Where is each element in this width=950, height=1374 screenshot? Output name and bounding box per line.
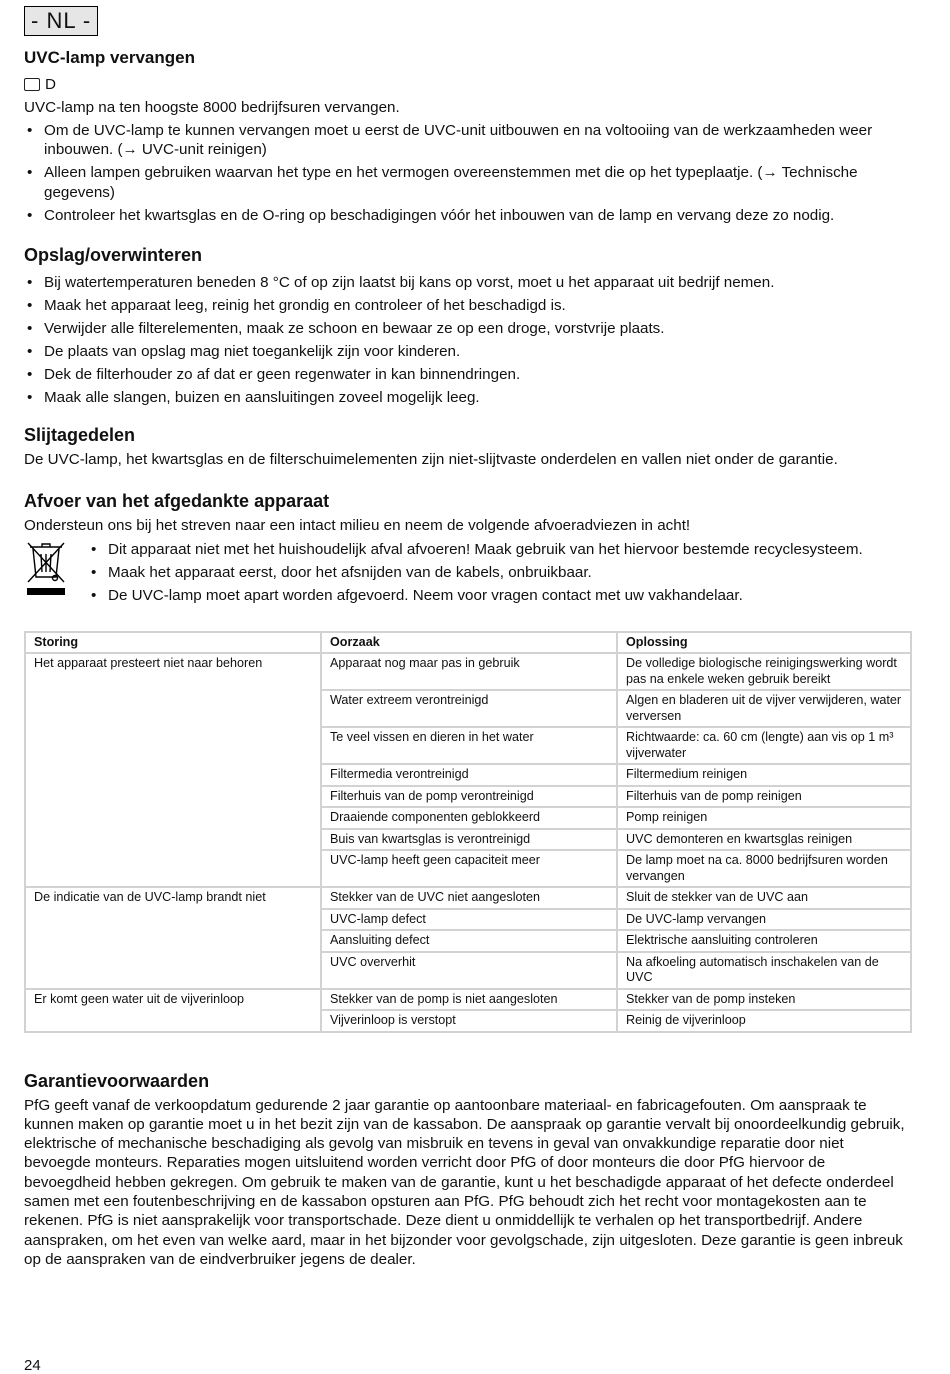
- list-item: • Dek de filterhouder zo af dat er geen regenwater in kan binnendringen.: [24, 365, 912, 385]
- list-item: • De plaats van opslag mag niet toegankelijk zijn voor kinderen.: [24, 342, 912, 362]
- table-row: [25, 887, 911, 909]
- checkbox-symbol-icon: [24, 78, 40, 91]
- list-item: • De UVC-lamp moet apart worden afgevoerd. Neem voor vragen contact met uw vakhandelaar.: [88, 586, 912, 606]
- cause-cell: Apparaat nog maar pas in gebruik: [321, 653, 617, 690]
- wear-parts-text: De UVC-lamp, het kwartsglas en de filterschuimelementen zijn niet-slijtvaste onderdelen en vallen niet onder de garantie.: [24, 450, 838, 468]
- page-number: 24: [24, 1357, 41, 1374]
- guarantee-title: Garantievoorwaarden: [24, 1070, 210, 1091]
- disposal-list: [88, 540, 912, 609]
- cause-cell: Stekker van de pomp is niet aangesloten: [321, 989, 617, 1011]
- remedy-cell: Reinig de vijverinloop: [617, 1010, 911, 1032]
- remedy-cell: De lamp moet na ca. 8000 bedrijfsuren worden vervangen: [617, 850, 911, 887]
- list-item: • Maak het apparaat eerst, door het afsnijden van de kabels, onbruikbaar.: [88, 563, 912, 583]
- table-row: [25, 653, 911, 690]
- column-header-fault: Storing: [25, 632, 321, 654]
- column-header-remedy: Oplossing: [617, 632, 911, 654]
- remedy-cell: De volledige biologische reinigingswerking wordt pas na enkele weken gebruik bereikt: [617, 653, 911, 690]
- uvc-replace-intro: UVC-lamp na ten hoogste 8000 bedrijfsuren vervangen.: [24, 99, 400, 116]
- list-item: • Verwijder alle filterelementen, maak ze schoon en bewaar ze op een droge, vorstvrije plaats.: [24, 319, 912, 339]
- storage-section: [24, 245, 912, 408]
- remedy-cell: Stekker van de pomp insteken: [617, 989, 911, 1011]
- cause-cell: Water extreem verontreinigd: [321, 690, 617, 727]
- cause-cell: Stekker van de UVC niet aangesloten: [321, 887, 617, 909]
- cause-cell: Buis van kwartsglas is verontreinigd: [321, 829, 617, 851]
- list-item: • Alleen lampen gebruiken waarvan het type en het vermogen overeenstemmen met die op het typeplaatje. (→ Technische gegevens): [24, 163, 912, 202]
- list-item: • Om de UVC-lamp te kunnen vervangen moet u eerst de UVC-unit uitbouwen en na voltooiing van de werkzaamheden weer inbouwen. (→ UVC-unit reinigen): [24, 121, 912, 160]
- list-item: • Maak alle slangen, buizen en aansluitingen zoveel mogelijk leeg.: [24, 388, 912, 408]
- cause-cell: Vijverinloop is verstopt: [321, 1010, 617, 1032]
- remedy-cell: De UVC-lamp vervangen: [617, 909, 911, 931]
- fault-cell: De indicatie van de UVC-lamp brandt niet: [25, 887, 321, 989]
- maintenance-code-row: [24, 74, 912, 94]
- list-item: • Bij watertemperaturen beneden 8 °C of op zijn laatst bij kans op vorst, moet u het apparaat uit bedrijf nemen.: [24, 273, 912, 293]
- cause-cell: Draaiende componenten geblokkeerd: [321, 807, 617, 829]
- disposal-intro: Ondersteun ons bij het streven naar een intact milieu en neem de volgende afvoeradviezen in acht!: [24, 517, 691, 534]
- remedy-cell: Richtwaarde: ca. 60 cm (lengte) aan vis op 1 m³ vijverwater: [617, 727, 911, 764]
- uvc-replace-title: UVC-lamp vervangen: [24, 48, 195, 67]
- disposal-title: Afvoer van het afgedankte apparaat: [24, 491, 330, 511]
- guarantee-section: [24, 1071, 912, 1270]
- uvc-replace-list: [24, 121, 912, 226]
- cause-cell: Aansluiting defect: [321, 930, 617, 952]
- cause-cell: UVC oververhit: [321, 952, 617, 989]
- cause-cell: UVC-lamp defect: [321, 909, 617, 931]
- remedy-cell: Algen en bladeren uit de vijver verwijderen, water verversen: [617, 690, 911, 727]
- troubleshooting-table: [24, 631, 912, 1033]
- uvc-replace-section: [24, 48, 912, 225]
- remedy-cell: Na afkoeling automatisch inschakelen van de UVC: [617, 952, 911, 989]
- disposal-section: [24, 491, 912, 609]
- storage-list: [24, 273, 912, 408]
- remedy-cell: UVC demonteren en kwartsglas reinigen: [617, 829, 911, 851]
- language-tag: - NL -: [24, 6, 98, 36]
- guarantee-text: PfG geeft vanaf de verkoopdatum gedurende 2 jaar garantie op aantoonbare materiaal- en fabricagefouten. Om aanspraak te kunnen maken op garantie moet u in het bezit zijn van de kassabon. De aanspraak op garantie vervalt bij onoordeelkundig gebruik, elektrische of mechanische beschadiging als gevolg van misbruik en tevens in geval van onvakkundige reparatie door niet bevoegde monteurs. Reparaties mogen uitsluitend worden verricht door PfG of door monteurs die door PfG hiervoor de bevoegdheid hebben gekregen. Om gebruik te maken van de garantie, kunt u het beschadigde apparaat of het defecte onderdeel samen met een foutenbeschrijving en de kassabon opsturen aan PfG. PfG behoudt zich het recht voor montagekosten aan te rekenen. PfG is niet aansprakelijk voor transportschade. Deze dient u onmiddellijk te verhalen op het transportbedrijf. Andere aanspraken, om het even van welke aard, maar in het bijzonder voor gevolgschade, zijn uitgesloten. Deze garantie is geen inbreuk op de aanspraken van de eindverbruiker jegens de dealer.: [24, 1096, 905, 1268]
- cause-cell: Filtermedia verontreinigd: [321, 764, 617, 786]
- remedy-cell: Filterhuis van de pomp reinigen: [617, 786, 911, 808]
- fault-cell: Het apparaat presteert niet naar behoren: [25, 653, 321, 887]
- fault-cell: Er komt geen water uit de vijverinloop: [25, 989, 321, 1032]
- cause-cell: Te veel vissen en dieren in het water: [321, 727, 617, 764]
- remedy-cell: Pomp reinigen: [617, 807, 911, 829]
- crossed-out-wheelie-bin-icon: [24, 540, 68, 598]
- storage-title: Opslag/overwinteren: [24, 245, 203, 265]
- table-header-row: [25, 632, 911, 654]
- wear-parts-section: [24, 425, 912, 470]
- list-item: • Maak het apparaat leeg, reinig het grondig en controleer of het beschadigd is.: [24, 296, 912, 316]
- manual-page: [24, 6, 912, 1269]
- remedy-cell: Filtermedium reinigen: [617, 764, 911, 786]
- column-header-cause: Oorzaak: [321, 632, 617, 654]
- table-row: [25, 989, 911, 1011]
- disposal-block: [24, 540, 912, 609]
- cause-cell: Filterhuis van de pomp verontreinigd: [321, 786, 617, 808]
- cause-cell: UVC-lamp heeft geen capaciteit meer: [321, 850, 617, 887]
- list-item: • Dit apparaat niet met het huishoudelijk afval afvoeren! Maak gebruik van het hiervoor bestemde recyclesysteem.: [88, 540, 912, 560]
- wear-parts-title: Slijtagedelen: [24, 424, 136, 445]
- maintenance-code: D: [45, 75, 56, 93]
- remedy-cell: Elektrische aansluiting controleren: [617, 930, 911, 952]
- list-item: • Controleer het kwartsglas en de O-ring op beschadigingen vóór het inbouwen van de lamp en vervang deze zo nodig.: [24, 206, 912, 226]
- remedy-cell: Sluit de stekker van de UVC aan: [617, 887, 911, 909]
